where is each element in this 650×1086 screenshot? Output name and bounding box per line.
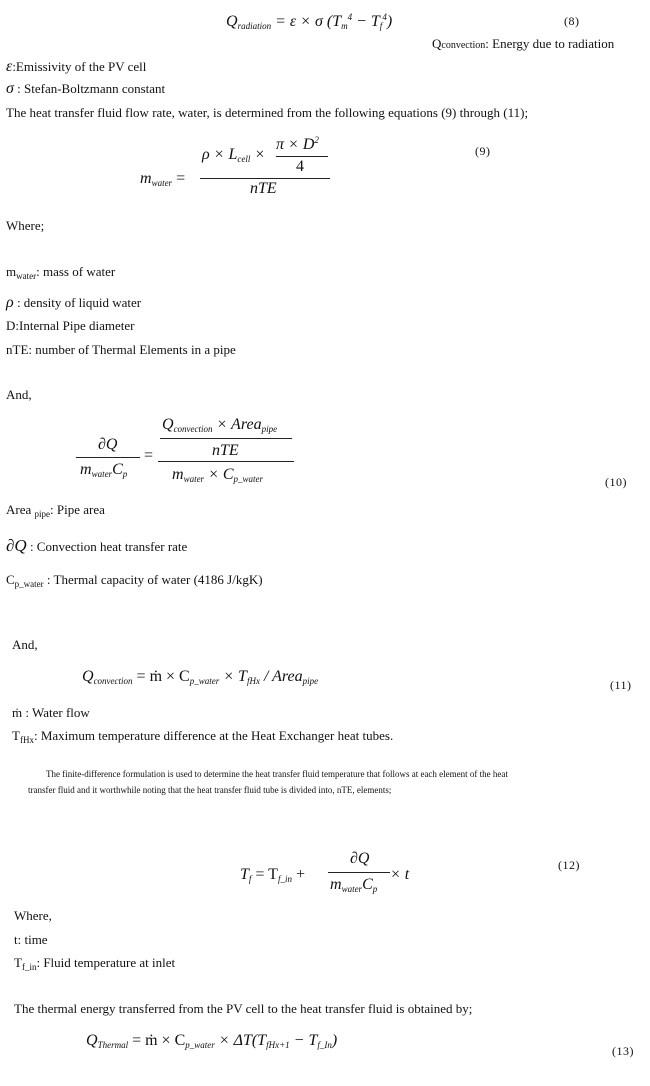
eq9-frac-pow: 2 xyxy=(314,135,319,145)
and-label-1: And, xyxy=(6,387,32,402)
eq10-times-area: × Area xyxy=(212,416,262,433)
where-label-1: Where; xyxy=(6,218,45,233)
eq13-close: ) xyxy=(331,1032,338,1049)
eq12-tin-sub: f_in xyxy=(277,874,292,884)
tfhx-sub: fHx xyxy=(19,735,34,745)
eq8-rhs: = ε × σ (T xyxy=(275,13,342,30)
eq12-bar xyxy=(328,872,390,873)
tfhx-def: : Maximum temperature difference at the Heat Exchanger heat tubes. xyxy=(33,728,394,743)
eq9-m: m xyxy=(140,170,152,187)
eq11-t-sub: fHx xyxy=(246,676,260,686)
eq8-minus: − T xyxy=(352,13,380,30)
eq13-eq: = ṁ × C xyxy=(128,1032,186,1049)
eq12-number: (12) xyxy=(558,858,580,872)
eq12-den xyxy=(330,876,377,894)
eq10-left-bar xyxy=(76,457,140,458)
eq13-q-sub: Thermal xyxy=(97,1040,129,1050)
eq10-left-den xyxy=(80,461,127,479)
eq12-t: T xyxy=(240,866,249,883)
eq10-num xyxy=(162,416,277,434)
d-definition: D:Internal Pipe diameter xyxy=(6,318,135,333)
and-label-2: And, xyxy=(12,637,38,652)
cp-def: : Thermal capacity of water (4186 J/kgK) xyxy=(43,572,263,587)
eq8-q: Q xyxy=(226,13,238,30)
eq11-eq: = ṁ × C xyxy=(132,668,190,685)
eq13-t1-sub: fHx+1 xyxy=(266,1040,290,1050)
epsilon-symbol: ε xyxy=(6,58,13,75)
eq10-nte: nTE xyxy=(212,442,239,459)
rho-symbol: ρ xyxy=(6,294,14,311)
sigma-def: : Stefan-Boltzmann constant xyxy=(13,81,166,96)
mwater-main: m xyxy=(6,264,17,279)
tfin-main: T xyxy=(14,955,22,970)
eq10-equals: = xyxy=(144,447,154,464)
eq12-m-sub: water xyxy=(341,884,363,894)
eq10-c-sub: p_water xyxy=(233,474,264,484)
eq12-cp-sub: p xyxy=(372,884,378,894)
eq13-q: Q xyxy=(86,1032,98,1049)
area-def: : Pipe area xyxy=(50,502,105,517)
eq8-number: (8) xyxy=(564,14,580,28)
eq11-c-sub: p_water xyxy=(189,676,220,686)
eq8-pow1: 4 xyxy=(347,12,353,22)
eq10-m2-sub: water xyxy=(183,474,205,484)
qconv-prefix: Q xyxy=(432,36,442,51)
dq-symbol: ∂Q xyxy=(6,536,27,555)
area-main: Area xyxy=(6,502,32,517)
equation-13 xyxy=(86,1032,337,1050)
sigma-definition xyxy=(6,80,165,98)
eq11-q-sub: convection xyxy=(93,676,133,686)
equation-11 xyxy=(82,668,318,686)
qconv-sub: convection xyxy=(441,40,486,51)
eq9-m-sub: water xyxy=(151,178,173,188)
eq13-minus: − T xyxy=(289,1032,318,1049)
where-label-2: Where, xyxy=(14,908,52,923)
eq10-den xyxy=(172,466,263,484)
epsilon-definition xyxy=(6,58,146,76)
eq12-lhs xyxy=(240,866,305,884)
cp-definition xyxy=(6,572,263,589)
eq10-number: (10) xyxy=(605,475,627,489)
eq9-num-a: ρ × L xyxy=(202,146,238,163)
eq9-number: (9) xyxy=(475,144,491,158)
eq12-dq: ∂Q xyxy=(350,850,370,867)
eq8-pow2: 4 xyxy=(382,12,387,22)
eq10-cp: C xyxy=(112,461,123,478)
eq9-frac-top: π × D xyxy=(276,136,315,153)
eq9-lhs xyxy=(140,170,185,188)
eq9-equals: = xyxy=(176,170,186,187)
tfhx-main: T xyxy=(12,728,20,743)
eq11-q: Q xyxy=(82,668,94,685)
eq9-num-b: × xyxy=(250,146,266,163)
mwater-def: : mass of water xyxy=(36,264,116,279)
area-sub: pipe xyxy=(34,509,51,519)
qconvection-definition xyxy=(432,36,614,52)
sigma-symbol: σ xyxy=(6,80,14,97)
epsilon-def: :Emissivity of the PV cell xyxy=(12,59,147,74)
equation-8 xyxy=(226,12,392,31)
eq10-m2: m xyxy=(172,466,184,483)
eq8-f-sub: f xyxy=(379,21,383,31)
eq11-area-sub: pipe xyxy=(302,676,319,686)
tfin-sub: f_in xyxy=(21,962,37,972)
eq13-number: (13) xyxy=(612,1044,634,1058)
t-definition: t: time xyxy=(14,932,48,947)
nte-definition: nTE: number of Thermal Elements in a pipe xyxy=(6,342,236,357)
eq9-numerator xyxy=(202,146,265,164)
eq12-times-t: × t xyxy=(390,866,410,883)
eq9-main-bar xyxy=(200,178,330,179)
rho-def: : density of liquid water xyxy=(13,295,142,310)
cp-main: C xyxy=(6,572,15,587)
eq8-close: ) xyxy=(386,13,393,30)
tfhx-definition xyxy=(12,728,393,745)
eq8-q-sub: radiation xyxy=(237,21,272,31)
area-definition xyxy=(6,502,105,519)
eq10-cp-sub: p xyxy=(122,469,128,479)
eq12-eq: = T xyxy=(251,866,278,883)
eq8-m-sub: m xyxy=(341,21,348,31)
tfin-def: : Fluid temperature at inlet xyxy=(36,955,176,970)
eq10-m: m xyxy=(80,461,92,478)
eq12-cp: C xyxy=(362,876,373,893)
mdot-definition: ṁ : Water flow xyxy=(12,705,90,720)
mwater-sub: water xyxy=(16,271,37,281)
dq-definition xyxy=(6,536,187,556)
eq11-slash: / Area xyxy=(259,668,303,685)
eq10-q-sub: convection xyxy=(173,424,213,434)
eq12-t-sub: f xyxy=(248,874,252,884)
eq10-q: Q xyxy=(162,416,174,433)
eq11-number: (11) xyxy=(610,678,632,692)
eq10-dq: ∂Q xyxy=(98,436,118,453)
eq10-m-sub: water xyxy=(91,469,113,479)
eq10-times-c: × C xyxy=(204,466,234,483)
eq13-delta: × ΔT(T xyxy=(214,1032,267,1049)
qconv-def: : Energy due to radiation xyxy=(485,36,615,51)
eq9-inner-top xyxy=(276,135,319,154)
eq9-denominator: nTE xyxy=(250,180,277,197)
tfin-definition xyxy=(14,955,175,972)
rho-definition xyxy=(6,294,141,312)
thermal-energy-sentence: The thermal energy transferred from the PV cell to the heat transfer fluid is obtained by; xyxy=(14,1001,473,1016)
cp-sub: p_water xyxy=(14,579,44,589)
eq9-inner-bar xyxy=(276,156,328,157)
eq13-t2-sub: f_In xyxy=(317,1040,332,1050)
mwater-definition xyxy=(6,264,115,281)
finite-difference-paragraph: The finite-difference formulation is used to determine the heat transfer fluid temperature that follows at each element of the heat transfer fluid and it worthwhile noting that the heat transfer fluid tube is divided into, nTE, elements; xyxy=(28,769,508,795)
eq12-m: m xyxy=(330,876,342,893)
eq13-c-sub: p_water xyxy=(185,1040,215,1050)
eq9-num-a-sub: cell xyxy=(237,154,251,164)
eq10-main-bar xyxy=(158,461,294,462)
eq12-plus: + xyxy=(291,866,305,883)
eq10-area-sub: pipe xyxy=(261,424,278,434)
eq10-inner-bar xyxy=(160,438,292,439)
eq9-frac-bot: 4 xyxy=(296,158,304,175)
intro-flow-text: The heat transfer fluid flow rate, water, is determined from the following equations (9) through (11); xyxy=(6,105,529,120)
dq-def: : Convection heat transfer rate xyxy=(26,539,188,554)
eq11-times-t: × T xyxy=(219,668,247,685)
